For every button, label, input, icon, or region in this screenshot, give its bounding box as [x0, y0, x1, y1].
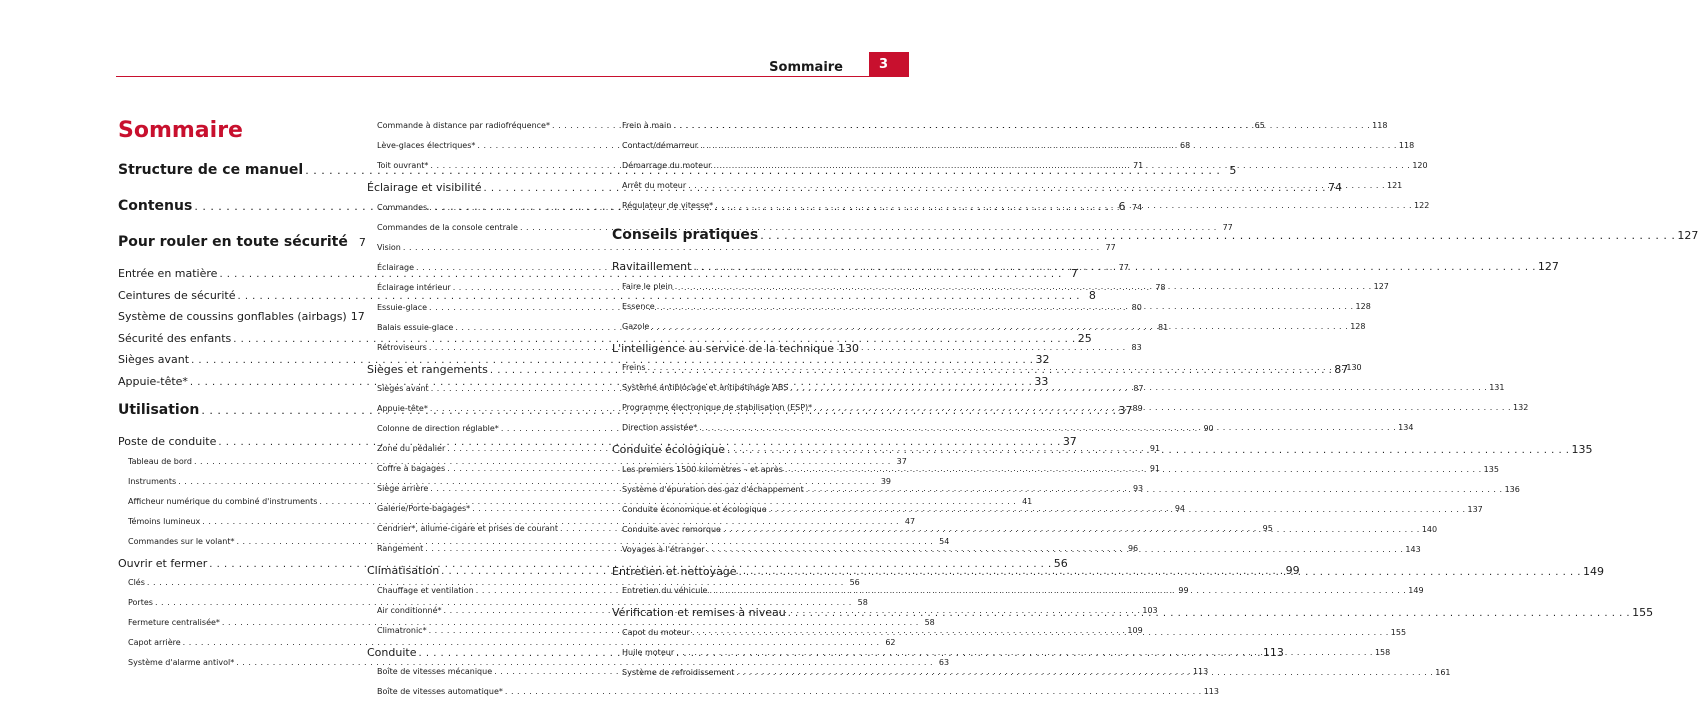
toc-entry-page: 91: [1149, 444, 1161, 453]
toc-entry-page: 62: [885, 638, 896, 647]
toc-leader-dots: [699, 423, 1396, 432]
toc-entry-page: 130: [1346, 363, 1362, 372]
toc-entry-title: Climatisation: [367, 564, 440, 577]
toc-entry-page: 103: [1142, 605, 1158, 615]
toc-leader-dots: [723, 525, 1420, 534]
toc-entry-page: 122: [1414, 201, 1430, 210]
toc-entry-title: Entrée en matière: [118, 267, 218, 280]
toc-entry-title: Témoins lumineux: [128, 516, 201, 526]
toc-entry-title: Système de coussins gonflables (airbags): [118, 310, 347, 323]
toc-entry-page: 6: [1118, 200, 1126, 213]
toc-entry-page: 90: [1203, 424, 1214, 433]
toc-entry-title: Voyages à l'étranger: [622, 544, 705, 554]
document-title: Sommaire: [118, 118, 243, 143]
toc-entry-page: 113: [1262, 645, 1284, 659]
toc-entry-page: 135: [1483, 464, 1499, 474]
toc-entry-page: 99: [1178, 585, 1189, 595]
toc-entry-page: 47: [904, 516, 916, 526]
toc-entry-title: Démarrage du moteur: [622, 161, 712, 170]
toc-entry-page: 32: [1035, 353, 1050, 366]
toc-entry-title: Structure de ce manuel: [118, 162, 304, 178]
toc-leader-dots: [648, 363, 1345, 372]
toc-entry-page: 149: [1583, 564, 1604, 578]
toc-entry-title: Capot arrière: [128, 638, 181, 647]
toc-entry-page: 74: [1131, 202, 1143, 212]
toc-entry-page: 87: [1133, 384, 1144, 393]
toc-entry-title: Faire le plein: [622, 281, 673, 291]
toc-entry-page: 7: [1070, 267, 1078, 280]
toc-entry-page: 143: [1405, 544, 1421, 554]
toc-leader-dots: [693, 262, 1535, 273]
toc-entry-title: Huile moteur: [622, 647, 675, 657]
toc-entry-title: Toit ouvrant*: [377, 161, 429, 170]
toc-entry-page: 41: [1022, 496, 1033, 506]
toc-entry-title: Système d'épuration des gaz d'échappement: [622, 484, 804, 494]
toc-entry-page: 127: [1537, 260, 1559, 273]
toc-entry-page: 81: [1158, 322, 1169, 332]
toc-entry-title: Commandes sur le volant*: [128, 536, 235, 546]
toc-entry-title: Éclairage et visibilité: [367, 181, 482, 194]
toc-entry-page: 95: [1262, 524, 1273, 533]
toc-leader-dots: [707, 545, 1404, 554]
toc-entry-page: 134: [1398, 423, 1414, 432]
toc-entry-title: Conduite: [367, 645, 417, 659]
toc-entry-title: Commandes: [377, 202, 428, 212]
toc-entry-page: 8: [1088, 288, 1096, 302]
toc-entry[interactable]: [612, 341, 859, 364]
toc-entry-page: 113: [1203, 687, 1219, 696]
toc-leader-dots: [790, 383, 1487, 392]
toc-entry-title: Sièges avant: [377, 384, 429, 393]
toc-leader-dots: [709, 586, 1406, 595]
toc-entry-page: 56: [1053, 556, 1068, 570]
toc-entry-title: Sécurité des enfants: [118, 331, 232, 345]
toc-entry-page: 37: [1118, 404, 1133, 417]
toc-entry-page: 137: [1467, 504, 1483, 514]
toc-entry-title: Appuie-tête*: [377, 404, 428, 413]
toc-entry-page: 68: [1180, 141, 1191, 150]
toc-entry-title: Commande à distance par radiofréquence*: [377, 121, 550, 130]
toc-entry-title: Entretien du véhicule: [622, 586, 708, 595]
toc-entry-title: Vision: [377, 242, 401, 252]
header-divider: [116, 76, 869, 77]
toc-entry-page: 17: [350, 310, 365, 323]
toc-entry-page: 155: [1632, 606, 1654, 619]
toc-entry-title: Zone du pédalier: [377, 444, 446, 453]
toc-entry[interactable]: [367, 242, 1116, 263]
toc-entry-title: Boîte de vitesses automatique*: [377, 687, 503, 696]
toc-entry-page: 54: [939, 536, 950, 546]
toc-entry-title: Fermeture centralisée*: [128, 618, 220, 627]
toc-leader-dots: [814, 403, 1511, 412]
toc-entry-page: 83: [1131, 342, 1142, 352]
toc-entry-title: L'intelligence au service de la technique: [612, 341, 834, 355]
toc-entry-page: 74: [1327, 181, 1342, 194]
toc-entry-title: Climatronic*: [377, 625, 427, 635]
toc-entry-title: Conduite avec remorque: [622, 524, 721, 534]
toc-entry-title: Freins: [622, 363, 646, 372]
toc-entry-page: 56: [849, 578, 860, 587]
toc-entry-page: 71: [1133, 161, 1144, 170]
toc-entry-page: 77: [1118, 262, 1129, 272]
toc-entry-page: 94: [1174, 504, 1186, 513]
toc-leader-dots: [806, 485, 1503, 494]
toc-entry-title: Commandes de la console centrale: [377, 222, 518, 232]
toc-entry-page: 37: [896, 456, 907, 466]
toc-entry-page: 140: [1421, 524, 1438, 534]
toc-entry-page: 5: [1229, 164, 1237, 177]
toc-entry-title: Instruments: [128, 476, 177, 486]
toc-entry-title: Chauffage et ventilation: [377, 585, 474, 595]
toc-entry-title: Régulateur de vitesse*: [622, 201, 714, 210]
toc-entry-title: Poste de conduite: [118, 435, 217, 448]
toc-entry-title: Essence: [622, 301, 655, 311]
toc-entry-title: Direction assistée*: [622, 423, 698, 432]
toc-entry-page: 118: [1372, 121, 1388, 130]
toc-entry[interactable]: [118, 310, 365, 332]
toc-entry-page: 99: [1285, 564, 1300, 577]
toc-entry[interactable]: [367, 687, 1219, 707]
toc-entry-page: 78: [1155, 282, 1166, 292]
toc-entry-title: Rétroviseurs: [377, 342, 427, 352]
toc-entry-title: Conseils pratiques: [612, 227, 759, 243]
toc-entry-page: 161: [1435, 667, 1451, 677]
toc-entry-title: Programme électronique de stabilisation (ESP)*: [622, 403, 813, 412]
toc-entry-page: 39: [880, 476, 892, 486]
toc-entry[interactable]: [118, 234, 366, 264]
toc-entry-title: Contact/démarreur: [622, 141, 699, 150]
toc-entry-page: 132: [1513, 403, 1529, 412]
header-title: Sommaire: [769, 60, 843, 75]
toc-entry-page: 128: [1350, 321, 1366, 331]
toc-entry-title: Éclairage intérieur: [377, 282, 451, 292]
toc-entry-page: 37: [1062, 435, 1077, 448]
toc-entry-page: 96: [1127, 544, 1139, 553]
toc-entry-title: Entretien et nettoyage: [612, 564, 737, 578]
toc-leader-dots: [788, 605, 1630, 619]
toc-leader-dots: [505, 687, 1202, 696]
toc-entry-page: 58: [857, 598, 868, 607]
toc-entry-title: Les premiers 1500 kilomètres – et après: [622, 464, 783, 474]
toc-leader-dots: [673, 121, 1370, 130]
toc-leader-dots: [676, 645, 1373, 659]
toc-entry-page: 127: [1677, 229, 1698, 242]
toc-leader-dots: [692, 625, 1389, 637]
toc-entry-page: 158: [1374, 647, 1391, 657]
toc-entry-title: Gazole: [622, 321, 650, 331]
toc-entry-title: Pour rouler en toute sécurité: [118, 234, 348, 250]
toc-entry-title: Coffre à bagages: [377, 464, 446, 473]
toc-entry-title: Rangement: [377, 544, 424, 553]
toc-entry-title: Système d'alarme antivol*: [128, 658, 235, 667]
toc-entry-page: 7: [358, 236, 366, 249]
toc-entry-page: 25: [1077, 331, 1092, 345]
toc-entry-title: Essuie-glace: [377, 302, 428, 312]
toc-entry-page: 33: [1034, 374, 1049, 388]
page-number-badge: 3: [869, 52, 909, 77]
toc-entry-title: Capot du moteur: [622, 627, 690, 637]
toc-entry-title: Contenus: [118, 198, 193, 214]
toc-leader-dots: [675, 282, 1372, 291]
toc-leader-dots: [700, 141, 1397, 150]
toc-entry-page: 121: [1386, 181, 1403, 190]
toc-entry-title: Portes: [128, 598, 153, 607]
toc-entry-title: Siège arrière: [377, 484, 429, 493]
toc-entry-page: 155: [1390, 627, 1407, 637]
toc-entry-page: 130: [837, 341, 859, 355]
toc-entry-page: 136: [1504, 484, 1520, 494]
toc-entry-page: 109: [1127, 625, 1143, 635]
toc-entry-title: Sièges et rangements: [367, 362, 488, 376]
toc-entry-title: Ravitaillement: [612, 260, 692, 273]
toc-leader-dots: [713, 161, 1410, 170]
toc-entry-title: Conduite économique et écologique: [622, 504, 767, 514]
toc-entry-title: Lève-glaces électriques*: [377, 141, 476, 150]
toc-entry-title: Boîte de vitesses mécanique: [377, 667, 493, 676]
toc-entry-page: 63: [938, 658, 950, 667]
toc-entry-page: 77: [1105, 242, 1116, 252]
toc-entry-page: 113: [1192, 667, 1209, 676]
toc-entry-title: Système de refroidissement: [622, 667, 735, 677]
toc-entry-page: 91: [1149, 464, 1160, 473]
toc-entry-title: Ouvrir et fermer: [118, 556, 208, 570]
toc-entry-title: Éclairage: [377, 262, 414, 272]
toc-entry-title: Clés: [128, 578, 145, 587]
toc-entry-title: Colonne de direction réglable*: [377, 424, 499, 433]
toc-leader-dots: [769, 505, 1466, 514]
toc-leader-dots: [651, 322, 1348, 331]
toc-entry-page: 131: [1489, 383, 1505, 392]
toc-entry-page: 93: [1132, 484, 1144, 493]
toc-entry-page: 80: [1131, 302, 1142, 312]
toc-entry-page: 89: [1132, 404, 1143, 413]
toc-entry-page: 77: [1222, 222, 1233, 232]
toc-leader-dots: [657, 302, 1354, 311]
toc-entry-title: Afficheur numérique du combiné d'instruments: [128, 496, 318, 506]
toc-entry-title: Frein à main: [622, 121, 672, 130]
toc-leader-dots: [715, 201, 1412, 210]
toc-entry-title: Balais essuie-glace: [377, 322, 454, 332]
toc-entry-title: Utilisation: [118, 402, 200, 418]
toc-entry-page: 120: [1412, 161, 1428, 170]
toc-entry-title: Appuie-tête*: [118, 374, 188, 388]
toc-entry-title: Système antiblocage et antipatinage ABS: [622, 383, 789, 392]
toc-entry-page: 65: [1254, 121, 1265, 130]
toc-entry-title: Air conditionné*: [377, 605, 442, 615]
toc-leader-dots: [760, 229, 1675, 242]
toc-leader-dots: [736, 668, 1433, 677]
toc-entry-page: 127: [1373, 281, 1389, 291]
toc-entry-title: Conduite écologique: [612, 443, 726, 456]
toc-entry-title: Ceintures de sécurité: [118, 288, 236, 302]
toc-entry-title: Sièges avant: [118, 353, 190, 366]
toc-entry-title: Cendrier*, allume-cigare et prises de courant: [377, 524, 558, 533]
toc-leader-dots: [785, 465, 1482, 474]
toc-entry-title: Galerie/Porte-bagages*: [377, 504, 471, 513]
toc-entry-page: 118: [1398, 141, 1415, 150]
toc-entry-title: Arrêt du moteur: [622, 181, 687, 190]
toc-entry-page: 135: [1571, 443, 1593, 456]
toc-leader-dots: [688, 181, 1385, 190]
toc-entry-page: 87: [1334, 362, 1349, 376]
toc-entry-title: Tableau de bord: [128, 456, 192, 466]
toc-entry-page: 128: [1355, 301, 1371, 311]
toc-entry-page: 149: [1408, 586, 1424, 595]
toc-entry-title: Vérification et remises à niveau: [612, 606, 786, 619]
toc-entry-page: 58: [924, 618, 935, 627]
toc-leader-dots: [739, 567, 1581, 578]
toc-leader-dots: [727, 445, 1569, 456]
